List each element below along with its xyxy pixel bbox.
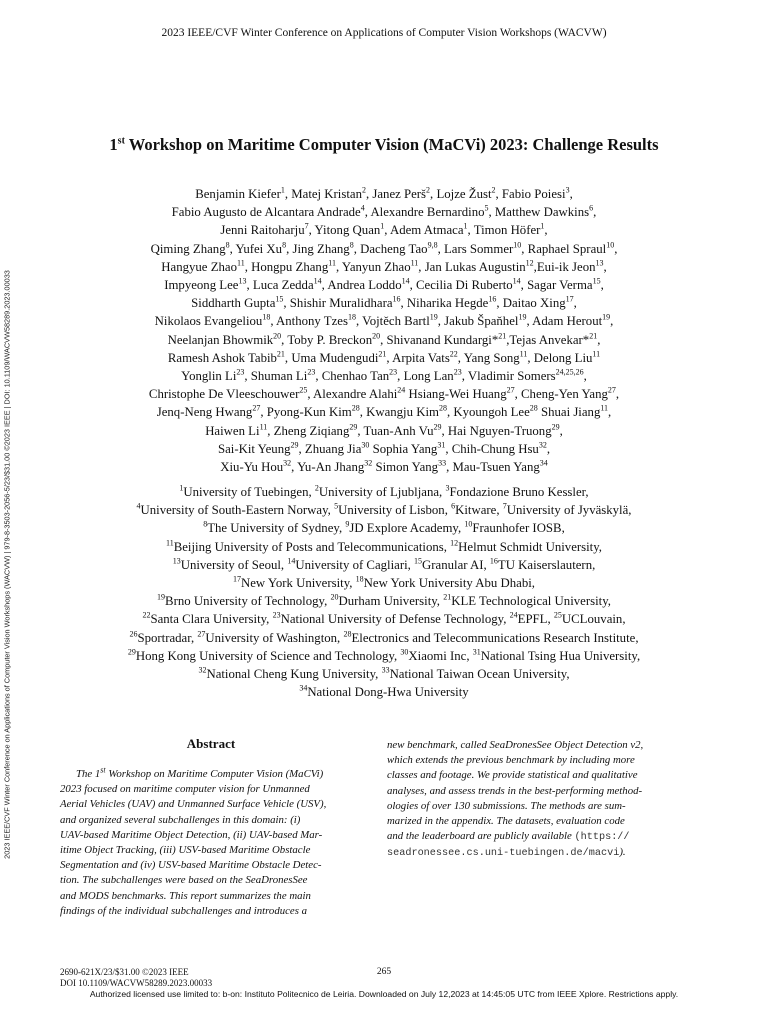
affiliation-marker: 1 xyxy=(380,222,385,232)
author-text: , xyxy=(569,187,573,201)
affiliation-marker: 9,8 xyxy=(427,240,438,250)
author-text: , Janez Perš xyxy=(365,187,427,201)
author-text: , Hongpu Zhang xyxy=(244,259,329,274)
author-text: Benjamin Kiefer xyxy=(195,187,281,201)
author-text: , Jakub Špaňhel xyxy=(437,314,519,329)
affiliation-name: Granular AI, xyxy=(422,557,490,572)
affiliation-marker: 19 xyxy=(429,313,438,323)
abstract-line: UAV-based Maritime Object Detection, (ii) UAV-based Mar- xyxy=(60,828,323,841)
affiliation-marker: 19 xyxy=(518,313,527,323)
author-text: , Zheng Ziqiang xyxy=(267,423,350,438)
author-text: , Yanyun Zhao xyxy=(335,259,411,274)
abstract-column-right xyxy=(387,738,687,862)
author-text: , Timon Höfer xyxy=(467,223,541,238)
affiliation-marker: 1 xyxy=(280,185,285,195)
affiliation-marker: 32 xyxy=(364,458,373,468)
author-text: , Yitong Quan xyxy=(308,223,381,238)
affiliation-line xyxy=(40,683,728,701)
author-line xyxy=(40,276,728,294)
author-text: Shuai Jiang xyxy=(537,405,601,420)
author-text: , Matej Kristan xyxy=(284,187,362,201)
abstract-line: analyses, and assess trends in the best-performing method- xyxy=(387,784,643,797)
affiliation-number: 13 xyxy=(172,556,181,566)
affiliation-number: 19 xyxy=(157,592,166,602)
affiliation-marker: 10 xyxy=(513,240,522,250)
author-text: Ramesh Ashok Tabib xyxy=(167,350,277,365)
author-text: , Mau-Tsuen Yang xyxy=(446,460,540,475)
affiliation-line xyxy=(40,519,728,537)
abstract-url-open: (https:// xyxy=(574,832,630,844)
affiliation-marker: 7 xyxy=(304,222,309,232)
abstract-line: itime Object Tracking, (iii) USV-based Maritime Obstacle xyxy=(60,844,311,857)
author-text: , xyxy=(559,423,563,438)
affiliation-number: 32 xyxy=(198,665,207,675)
affiliation-marker: 21 xyxy=(378,349,387,359)
author-text: , xyxy=(614,241,618,256)
paper-title xyxy=(40,135,728,155)
affiliation-marker: 10 xyxy=(606,240,615,250)
affiliation-marker: 12 xyxy=(525,258,534,268)
affiliation-number: 20 xyxy=(330,592,339,602)
title-text: Workshop on Maritime Computer Vision (MaCVi) 2023: Challenge Results xyxy=(124,135,659,154)
affiliation-marker: 2 xyxy=(426,185,431,195)
affiliation-marker: 2 xyxy=(361,185,366,195)
affiliation-marker: 3 xyxy=(565,185,570,195)
affiliation-marker: 18 xyxy=(262,313,271,323)
author-text: , xyxy=(608,405,612,420)
affiliation-name: University of Seoul, xyxy=(180,557,288,572)
affiliation-number: 22 xyxy=(142,611,151,621)
affiliation-marker: 28 xyxy=(438,404,447,414)
affiliation-marker: 18 xyxy=(347,313,356,323)
author-text: , Jan Lukas Augustin xyxy=(418,259,526,274)
author-text: Xiu-Yu Hou xyxy=(220,460,284,475)
author-text: Simon Yang xyxy=(372,460,439,475)
author-text: , Toby P. Breckon xyxy=(281,332,373,347)
author-text: , Zhuang Jia xyxy=(298,441,362,456)
affiliation-name: Helmut Schmidt University, xyxy=(458,539,602,554)
affiliation-name: The University of Sydney, xyxy=(207,521,346,536)
author-text: , Shishir Muralidhara xyxy=(283,296,393,311)
affiliation-name: University of Cagliari, xyxy=(295,557,415,572)
author-text: , Sagar Verma xyxy=(520,278,593,293)
author-text: , Shuman Li xyxy=(244,369,308,384)
affiliation-name: University of Washington, xyxy=(205,630,344,645)
affiliation-marker: 29 xyxy=(349,422,358,432)
abstract-line: and organized several subchallenges in this domain: (i) xyxy=(60,813,301,826)
affiliation-line xyxy=(40,610,728,628)
affiliation-marker: 29 xyxy=(551,422,560,432)
affiliation-marker: 8 xyxy=(225,240,230,250)
affiliation-marker: 1 xyxy=(540,222,545,232)
author-text: Jenni Raitoharju xyxy=(220,223,305,238)
abstract-line xyxy=(60,767,362,782)
author-line xyxy=(40,385,728,403)
affiliation-marker: 31 xyxy=(437,440,446,450)
affiliation-name: National Taiwan Ocean University, xyxy=(389,667,570,682)
author-text: , Adem Atmaca xyxy=(384,223,464,238)
affiliation-marker: 8 xyxy=(349,240,354,250)
author-text: , Cecilia Di Ruberto xyxy=(409,278,513,293)
author-text: , Dacheng Tao xyxy=(353,241,428,256)
author-text: , Pyong-Kun Kim xyxy=(260,405,352,420)
affiliation-line xyxy=(40,501,728,519)
affiliation-number: 33 xyxy=(381,665,390,675)
affiliation-marker: 11 xyxy=(237,258,245,268)
affiliation-marker: 11 xyxy=(592,349,601,359)
affiliation-line xyxy=(40,592,728,610)
affiliation-marker: 27 xyxy=(252,404,261,414)
affiliation-number: 7 xyxy=(502,501,507,511)
author-text: , Delong Liu xyxy=(527,350,593,365)
author-text: Sophia Yang xyxy=(369,441,438,456)
author-text: Impyeong Lee xyxy=(164,278,239,293)
author-text: , Chih-Chung Hsu xyxy=(445,441,539,456)
author-text: , Yang Song xyxy=(457,350,520,365)
footer-copyright: 2690-621X/23/$31.00 ©2023 IEEE xyxy=(60,967,189,977)
affiliation-marker: 25 xyxy=(299,385,308,395)
affiliation-marker: 29 xyxy=(433,422,442,432)
abstract-line: Aerial Vehicles (UAV) and Unmanned Surface Vehicle (USV), xyxy=(60,798,327,811)
author-text: , Alexandre Bernardino xyxy=(364,205,485,220)
author-text: , Jing Zhang xyxy=(286,241,350,256)
author-line xyxy=(40,440,728,458)
page-number: 265 xyxy=(376,967,392,977)
author-text: , Chenhao Tan xyxy=(315,369,390,384)
abstract-line: and MODS benchmarks. This report summarizes the main xyxy=(60,889,311,902)
author-text: , xyxy=(544,223,548,238)
author-text: , Lars Sommer xyxy=(437,241,514,256)
affiliation-marker: 13 xyxy=(238,276,247,286)
author-line xyxy=(40,258,728,276)
side-margin-note: 2023 IEEE/CVF Winter Conference on Applications of Computer Vision Workshops (WACVW) | 979-8-3503-2056-5/23/$31.00 ©2023 IEEE | DOI: 10.1109/WACVW58289.2023.00033 xyxy=(2,270,12,859)
affiliation-number: 25 xyxy=(553,611,562,621)
affiliation-marker: 21 xyxy=(498,331,507,341)
affiliation-marker: 1 xyxy=(463,222,468,232)
author-text: Nikolaos Evangeliou xyxy=(154,314,263,329)
affiliation-marker: 28 xyxy=(351,404,360,414)
affiliation-number: 17 xyxy=(232,574,241,584)
author-text: Siddharth Gupta xyxy=(191,296,276,311)
affiliation-name: TU Kaiserslautern, xyxy=(497,557,596,572)
affiliation-number: 9 xyxy=(345,520,350,530)
author-line xyxy=(40,240,728,258)
affiliation-name: University of Ljubljana, xyxy=(318,485,446,499)
affiliation-marker: 13 xyxy=(595,258,604,268)
author-text: Christophe De Vleeschouwer xyxy=(148,387,300,402)
affiliation-name: JD Explore Academy, xyxy=(349,521,465,536)
affiliation-name: University of South-Eastern Norway, xyxy=(140,503,335,518)
affiliation-name: Fondazione Bruno Kessler, xyxy=(449,485,589,499)
author-line xyxy=(40,331,728,349)
footer-doi: DOI 10.1109/WACVW58289.2023.00033 xyxy=(60,978,213,988)
author-text: , Anthony Tzes xyxy=(270,314,348,329)
affiliation-name: National Dong-Hwa University xyxy=(307,685,469,700)
affiliation-number: 11 xyxy=(165,538,174,548)
author-text: , Kyoungoh Lee xyxy=(446,405,530,420)
author-text: Yonglin Li xyxy=(181,369,237,384)
affiliation-marker: 6 xyxy=(589,203,594,213)
author-text: , xyxy=(615,387,620,402)
author-line xyxy=(40,349,728,367)
affiliation-marker: 32 xyxy=(283,458,292,468)
affiliation-name: Hong Kong University of Science and Technology, xyxy=(135,648,401,663)
affiliation-marker: 14 xyxy=(512,276,521,286)
affiliation-marker: 29 xyxy=(290,440,299,450)
author-text: , xyxy=(573,296,577,311)
author-text: Haiwen Li xyxy=(205,423,260,438)
author-text: , xyxy=(603,259,607,274)
affiliation-name: KLE Technological University, xyxy=(451,594,611,609)
affiliation-number: 14 xyxy=(287,556,296,566)
author-text: , Hai Nguyen-Truong xyxy=(441,423,552,438)
author-text: , xyxy=(546,441,551,456)
author-text: , Luca Zedda xyxy=(246,278,314,293)
author-text: , Daitao Xing xyxy=(496,296,566,311)
affiliation-marker: 22 xyxy=(449,349,458,359)
author-text: , Tuan-Anh Vu xyxy=(357,423,434,438)
affiliation-number: 34 xyxy=(299,683,308,693)
affiliation-name: National Tsing Hua University, xyxy=(480,648,641,663)
author-line xyxy=(40,203,728,221)
affiliation-list xyxy=(40,483,728,701)
author-text: , Alexandre Alahi xyxy=(307,387,398,402)
affiliation-marker: 14 xyxy=(313,276,322,286)
affiliation-name: Brno University of Technology, xyxy=(165,594,331,609)
affiliation-number: 28 xyxy=(343,629,352,639)
author-text: , Arpita Vats xyxy=(386,350,450,365)
license-notice: Authorized licensed use limited to: b-on: Instituto Politecnico de Leiria. Downloaded on July 12,2023 at 14:45:05 UTC from IEEE Xplore. Restrictions apply. xyxy=(89,989,679,999)
affiliation-marker: 15 xyxy=(592,276,601,286)
affiliation-marker: 27 xyxy=(506,385,515,395)
affiliation-name: New York University, xyxy=(240,576,356,591)
abstract-heading: Abstract xyxy=(186,736,236,751)
author-text: Sai-Kit Yeung xyxy=(217,441,291,456)
affiliation-marker: 30 xyxy=(361,440,370,450)
author-text: , Matthew Dawkins xyxy=(488,205,590,220)
author-text: , xyxy=(593,205,597,220)
affiliation-number: 23 xyxy=(272,611,281,621)
author-text: ,Eui-ik Jeon xyxy=(533,259,596,274)
abstract-text: The 1 xyxy=(76,768,101,780)
affiliation-number: 12 xyxy=(450,538,459,548)
affiliation-marker: 28 xyxy=(529,404,538,414)
abstract-line xyxy=(387,829,687,845)
affiliation-marker: 34 xyxy=(539,458,548,468)
author-line xyxy=(40,221,728,239)
affiliation-number: 30 xyxy=(400,647,409,657)
abstract-line: Segmentation and (iv) USV-based Maritime Obstacle Detec- xyxy=(60,859,322,872)
affiliation-marker: 11 xyxy=(519,349,528,359)
affiliation-marker: 24 xyxy=(397,385,406,395)
affiliation-marker: 8 xyxy=(282,240,287,250)
affiliation-name: Fraunhofer IOSB, xyxy=(472,521,565,536)
affiliation-name: Electronics and Telecommunications Research Institute, xyxy=(351,630,639,645)
affiliation-name: Xiaomi Inc, xyxy=(408,648,473,663)
affiliation-marker: 16 xyxy=(392,294,401,304)
affiliation-marker: 21 xyxy=(589,331,598,341)
abstract-text: and the leaderboard are publicly available xyxy=(387,830,575,843)
abstract-line: marized in the appendix. The datasets, evaluation code xyxy=(387,815,625,828)
author-text: Hangyue Zhao xyxy=(161,259,237,274)
author-line xyxy=(40,403,728,421)
affiliation-name: EPFL, xyxy=(517,612,554,627)
author-text: , xyxy=(583,369,587,384)
affiliation-number: 6 xyxy=(451,501,456,511)
affiliation-number: 1 xyxy=(179,483,184,493)
affiliation-marker: 27 xyxy=(607,385,616,395)
abstract-url-line xyxy=(387,845,687,861)
affiliation-number: 27 xyxy=(197,629,206,639)
author-text: , Kwangju Kim xyxy=(359,405,439,420)
affiliation-name: University of Tuebingen, xyxy=(183,485,315,499)
author-text: , Vladimir Somers xyxy=(461,369,556,384)
affiliation-number: 29 xyxy=(127,647,136,657)
affiliation-number: 2 xyxy=(314,483,319,493)
affiliation-marker: 14 xyxy=(401,276,410,286)
affiliation-marker: 20 xyxy=(372,331,381,341)
author-text: , Long Lan xyxy=(397,369,454,384)
affiliation-marker: 15 xyxy=(275,294,284,304)
affiliation-number: 18 xyxy=(355,574,364,584)
affiliation-marker: 20 xyxy=(273,331,282,341)
affiliation-name: University of Jyväskylä, xyxy=(506,503,632,518)
abstract-line: new benchmark, called SeaDronesSee Object Detection v2, xyxy=(387,739,644,751)
abstract-column-left xyxy=(60,767,362,919)
affiliation-line xyxy=(40,574,728,592)
affiliation-name: New York University Abu Dhabi, xyxy=(363,576,536,591)
author-text: , Niharika Hegde xyxy=(400,296,489,311)
affiliation-marker: 23 xyxy=(307,367,316,377)
affiliation-marker: 33 xyxy=(438,458,447,468)
author-text: , Andrea Loddo xyxy=(321,278,402,293)
affiliation-marker: 23 xyxy=(236,367,245,377)
affiliation-number: 8 xyxy=(203,520,208,530)
abstract-line: findings of the individual subchallenges and introduces a xyxy=(60,904,308,917)
affiliation-number: 21 xyxy=(443,592,452,602)
author-line xyxy=(40,422,728,440)
affiliation-line xyxy=(40,556,728,574)
title-ordinal: 1 xyxy=(109,135,118,154)
author-text: Jenq-Neng Hwang xyxy=(156,405,253,420)
affiliation-name: National Cheng Kung University, xyxy=(206,667,382,682)
author-text: Neelanjan Bhowmik xyxy=(167,332,274,347)
author-text: ,Tejas Anvekar* xyxy=(506,332,590,347)
author-text: , Vojtěch Bartl xyxy=(355,314,430,329)
author-text: , xyxy=(610,314,614,329)
affiliation-marker: 2 xyxy=(491,185,496,195)
author-text: , Yu-An Jhang xyxy=(291,460,365,475)
affiliation-name: Durham University, xyxy=(338,594,444,609)
author-line xyxy=(40,185,728,203)
affiliation-line xyxy=(40,483,728,501)
author-text: , Lojze Žust xyxy=(430,187,492,201)
affiliation-marker: 24,25,26 xyxy=(555,367,584,377)
affiliation-marker: 11 xyxy=(600,404,609,414)
affiliation-number: 10 xyxy=(464,520,473,530)
affiliation-name: UCLouvain, xyxy=(561,612,626,627)
affiliation-name: Kitware, xyxy=(455,503,503,518)
affiliation-marker: 5 xyxy=(484,203,489,213)
author-text: , Yufei Xu xyxy=(229,241,283,256)
author-text: , Adam Herout xyxy=(526,314,603,329)
affiliation-number: 24 xyxy=(509,611,518,621)
author-text: , xyxy=(600,278,604,293)
affiliation-line xyxy=(40,647,728,665)
abstract-url: seadronessee.cs.uni-tuebingen.de/macvi xyxy=(387,848,620,860)
abstract-line: ologies of over 130 submissions. The methods are sum- xyxy=(387,799,626,812)
affiliation-number: 26 xyxy=(129,629,138,639)
affiliation-number: 31 xyxy=(472,647,481,657)
abstract-url-close: ). xyxy=(619,846,626,859)
affiliation-marker: 19 xyxy=(602,313,611,323)
author-text: Qiming Zhang xyxy=(150,241,226,256)
affiliation-marker: 32 xyxy=(538,440,547,450)
author-list xyxy=(40,185,728,476)
affiliation-marker: 23 xyxy=(389,367,398,377)
abstract-line: tion. The subchallenges were based on the SeaDronesSee xyxy=(60,874,308,887)
ordinal-suffix: st xyxy=(100,765,106,775)
author-text: , Cheng-Yen Yang xyxy=(514,387,608,402)
affiliation-name: National University of Defense Technology, xyxy=(280,612,510,627)
affiliation-name: University of Lisbon, xyxy=(338,503,452,518)
affiliation-line xyxy=(40,665,728,683)
affiliation-number: 16 xyxy=(489,556,498,566)
affiliation-name: Beijing University of Posts and Telecommunications, xyxy=(173,539,451,554)
author-line xyxy=(40,312,728,330)
author-line xyxy=(40,294,728,312)
affiliation-marker: 4 xyxy=(360,203,365,213)
abstract-line: 2023 focused on maritime computer vision for Unmanned xyxy=(60,783,310,796)
abstract-line: which extends the previous benchmark by including more xyxy=(387,754,635,767)
author-text: Fabio Augusto de Alcantara Andrade xyxy=(171,205,361,220)
affiliation-marker: 11 xyxy=(328,258,336,268)
affiliation-marker: 17 xyxy=(565,294,574,304)
author-text: , Fabio Poiesi xyxy=(495,187,566,201)
abstract-line: classes and footage. We provide statistical and qualitative xyxy=(387,769,638,782)
affiliation-number: 3 xyxy=(445,483,450,493)
affiliation-marker: 11 xyxy=(259,422,268,432)
author-line xyxy=(40,367,728,385)
author-text: , Raphael Spraul xyxy=(521,241,607,256)
affiliation-name: Santa Clara University, xyxy=(150,612,273,627)
affiliation-number: 5 xyxy=(334,501,339,511)
abstract-text: Workshop on Maritime Computer Vision (MaCVi) xyxy=(105,768,324,780)
author-line xyxy=(40,458,728,476)
affiliation-marker: 11 xyxy=(410,258,419,268)
author-text: , Shivanand Kundargi* xyxy=(380,332,499,347)
affiliation-line xyxy=(40,538,728,556)
conference-header: 2023 IEEE/CVF Winter Conference on Applications of Computer Vision Workshops (WACVW) xyxy=(161,27,607,39)
affiliation-number: 4 xyxy=(136,501,141,511)
author-text: Hsiang-Wei Huang xyxy=(405,387,507,402)
title-ordinal-suffix: st xyxy=(117,135,125,147)
affiliation-number: 15 xyxy=(414,556,423,566)
author-text: , xyxy=(597,332,601,347)
author-text: , Uma Mudengudi xyxy=(284,350,379,365)
affiliation-name: Sportradar, xyxy=(137,630,198,645)
affiliation-marker: 23 xyxy=(453,367,462,377)
affiliation-line xyxy=(40,629,728,647)
affiliation-marker: 21 xyxy=(276,349,285,359)
affiliation-marker: 16 xyxy=(488,294,497,304)
